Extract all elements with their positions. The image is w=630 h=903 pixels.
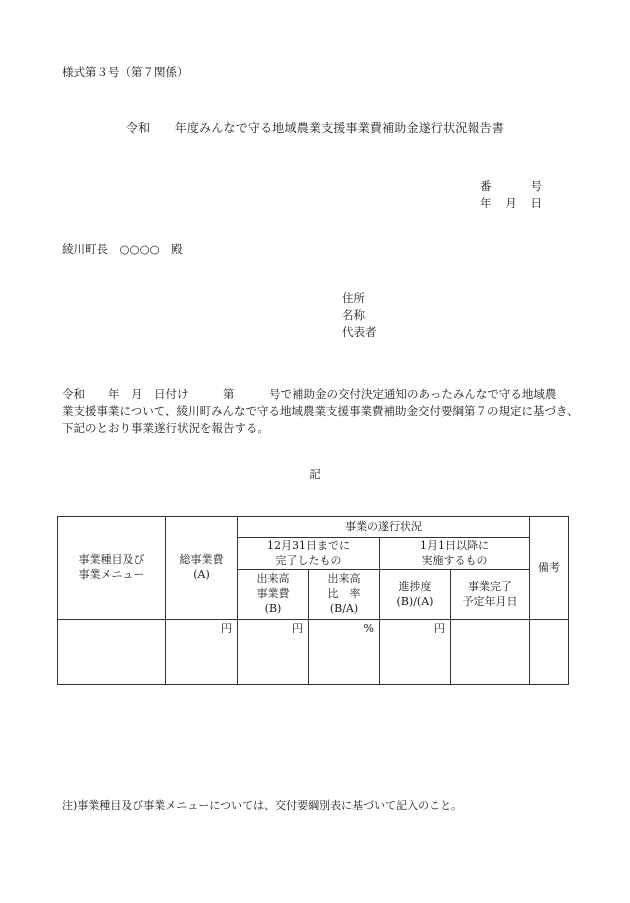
- cell-total-cost[interactable]: [166, 620, 238, 685]
- cell-completion-date[interactable]: [451, 620, 530, 685]
- document-date-label: [480, 197, 542, 211]
- header-progress-status: 事業の遂行状況: [238, 517, 530, 538]
- unit-yen: 円: [221, 622, 232, 635]
- ki-heading: 記: [309, 467, 321, 481]
- cell-done-ratio[interactable]: [309, 620, 380, 685]
- header-completed-by-dec31: 12月31日までに 完了したもの: [238, 538, 380, 570]
- progress-status-table: [57, 516, 569, 685]
- header-project-type: 事業種目及び 事業メニュー: [58, 517, 166, 620]
- header-after-jan1: 1月1日以降に 実施するもの: [380, 538, 530, 570]
- date-label-year: 年: [480, 196, 492, 210]
- number-label-ban: 番: [480, 179, 492, 193]
- sender-representative-label: 代表者: [342, 325, 377, 339]
- cell-remarks[interactable]: [530, 620, 569, 685]
- header-progress-rate: 進捗度 (B)/(A): [380, 570, 451, 620]
- sender-name-label: 名称: [342, 308, 365, 322]
- sender-address-label: 住所: [342, 291, 365, 305]
- unit-percent: %: [363, 622, 374, 635]
- date-label-day: 日: [530, 196, 542, 210]
- addressee: 綾川町長 ○○○○ 殿: [62, 242, 183, 256]
- footnote: 注)事業種目及び事業メニューについては、交付要綱別表に基づいて記入のこと。: [62, 799, 463, 812]
- cell-done-cost[interactable]: [238, 620, 309, 685]
- header-remarks: 備考: [530, 517, 569, 620]
- header-total-cost: 総事業費 (A): [166, 517, 238, 620]
- body-text: [62, 386, 582, 437]
- cell-progress-rate[interactable]: [380, 620, 451, 685]
- document-number-label: [480, 180, 542, 194]
- cell-project-type[interactable]: [58, 620, 166, 685]
- body-line: 業支援事業について、綾川町みんなで守る地域農業支援事業費補助金交付要綱第７の規定に基づき、: [62, 404, 579, 418]
- unit-yen: 円: [434, 622, 445, 635]
- header-done-ratio: 出来高 比 率 (B/A): [309, 570, 380, 620]
- form-number: 様式第３号（第７関係）: [62, 65, 189, 79]
- body-line: 令和 年 月 日付け 第 号で補助金の交付決定通知のあったみんなで守る地域農: [62, 387, 557, 401]
- header-done-cost: 出来高 事業費 (B): [238, 570, 309, 620]
- body-line: 下記のとおり事業遂行状況を報告する。: [62, 421, 269, 435]
- document-title: 令和 年度みんなで守る地域農業支援事業費補助金遂行状況報告書: [125, 121, 505, 135]
- unit-yen: 円: [292, 622, 303, 635]
- date-label-month: 月: [505, 196, 517, 210]
- header-completion-date: 事業完了 予定年月日: [451, 570, 530, 620]
- number-label-go: 号: [530, 179, 542, 193]
